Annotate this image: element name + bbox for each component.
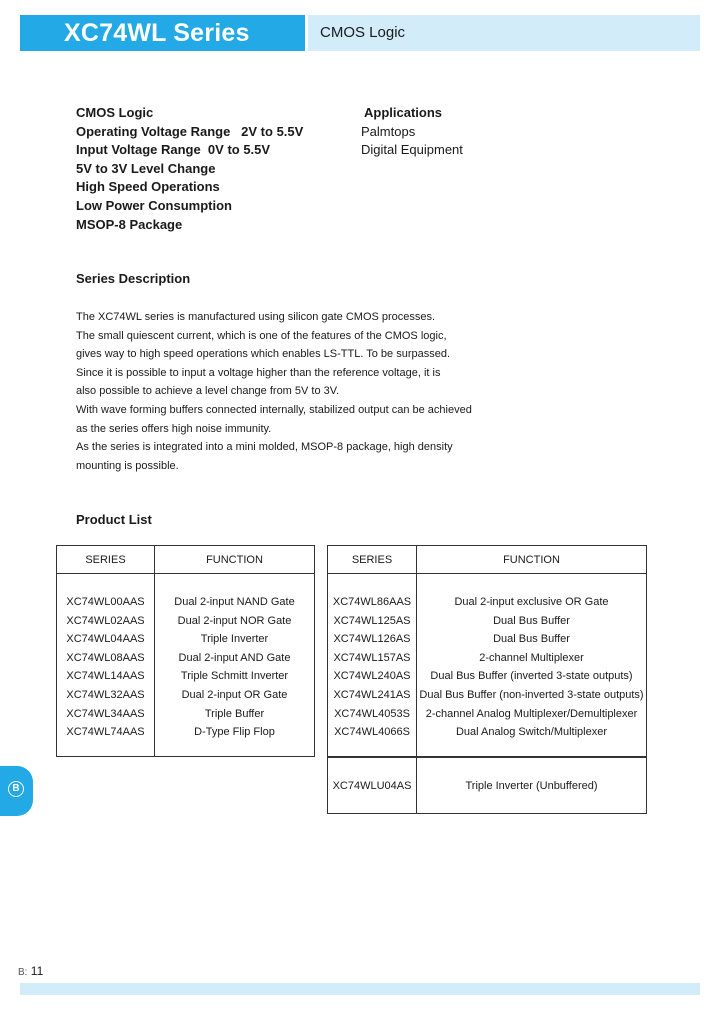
function-cell: Dual Analog Switch/Multiplexer <box>455 726 608 739</box>
feature-list <box>76 104 303 234</box>
feature-item: 5V to 3V Level Change <box>76 160 216 176</box>
series-cell: XC74WL34AAS <box>66 707 145 720</box>
description-line: gives way to high speed operations which enables LS-TTL. To be surpassed. <box>76 348 451 361</box>
function-cell: Dual 2-input AND Gate <box>178 651 291 664</box>
series-cell: XC74WL74AAS <box>66 726 145 739</box>
series-cell: XC74WL00AAS <box>66 596 145 608</box>
page-number-value: 11 <box>30 964 44 978</box>
function-header: FUNCTION <box>417 546 647 574</box>
series-cell: XC74WL86AAS <box>332 596 412 608</box>
description-line: as the series offers high noise immunity. <box>76 422 272 435</box>
function-cell: 2-channel Multiplexer <box>479 651 584 664</box>
function-cell: 2-channel Analog Multiplexer/Demultiplexer <box>425 707 638 720</box>
page-title: XC74WL Series <box>20 15 305 51</box>
function-cell: Dual 2-input OR Gate <box>181 688 288 701</box>
feature-item: Low Power Consumption <box>76 197 232 213</box>
function-column <box>417 574 647 757</box>
footer-bar <box>20 983 700 995</box>
series-cell: XC74WL14AAS <box>66 670 145 683</box>
series-cell: XC74WL02AAS <box>66 614 145 627</box>
series-cell: XC74WL4053S <box>334 707 410 720</box>
series-description-title: Series Description <box>76 271 191 286</box>
product-table-right <box>327 545 647 814</box>
function-header: FUNCTION <box>155 546 315 574</box>
description-line: also possible to achieve a level change from 5V to 3V. <box>76 385 340 398</box>
function-cell: Dual Bus Buffer <box>493 614 570 627</box>
page-subtitle: CMOS Logic <box>308 15 700 51</box>
function-cell: Triple Schmitt Inverter <box>180 670 289 683</box>
function-cell: Dual Bus Buffer (inverted 3-state outputs) <box>430 670 633 683</box>
series-column <box>328 574 417 757</box>
function-cell: Dual 2-input NAND Gate <box>174 596 295 608</box>
series-column <box>57 574 155 757</box>
description-line: Since it is possible to input a voltage higher than the reference voltage, it is <box>76 366 441 379</box>
function-cell: D-Type Flip Flop <box>194 726 275 739</box>
series-cell: XC74WL32AAS <box>66 688 145 701</box>
series-cell: XC74WL157AS <box>333 651 411 664</box>
description-line: As the series is integrated into a mini molded, MSOP-8 package, high density <box>76 441 453 454</box>
description-line: mounting is possible. <box>76 459 179 472</box>
section-tab-label: B <box>8 781 24 797</box>
series-cell: XC74WL126AS <box>333 633 411 646</box>
page-number: B: 11 <box>18 964 44 978</box>
function-cell: Dual 2-input exclusive OR Gate <box>454 596 609 608</box>
function-cell: Dual Bus Buffer (non-inverted 3-state outputs) <box>419 688 644 701</box>
series-cell: XC74WL04AAS <box>66 633 145 646</box>
series-description <box>76 308 472 475</box>
function-cell: Dual 2-input NOR Gate <box>177 614 292 627</box>
applications-list <box>361 104 463 160</box>
description-line: The small quiescent current, which is one of the features of the CMOS logic, <box>76 329 447 342</box>
feature-item: Input Voltage Range 0V to 5.5V <box>76 142 271 158</box>
series-cell: XC74WL4066S <box>334 726 410 739</box>
function-column <box>155 574 315 757</box>
feature-item: CMOS Logic <box>76 105 154 120</box>
feature-item: MSOP-8 Package <box>76 216 183 232</box>
feature-item: Operating Voltage Range 2V to 5.5V <box>76 123 304 139</box>
application-item: Palmtops <box>361 123 416 139</box>
function-cell: Dual Bus Buffer <box>493 633 570 646</box>
series-cell: XC74WL08AAS <box>66 651 145 664</box>
description-line: The XC74WL series is manufactured using silicon gate CMOS processes. <box>76 311 436 323</box>
series-cell: XC74WL125AS <box>333 614 411 627</box>
section-tab <box>0 766 33 816</box>
series-cell: XC74WLU04AS <box>328 758 417 814</box>
function-cell: Triple Inverter (Unbuffered) <box>417 758 647 814</box>
series-cell: XC74WL240AS <box>333 670 411 683</box>
series-cell: XC74WL241AS <box>333 688 411 701</box>
page-ref: B <box>18 967 25 978</box>
feature-item: High Speed Operations <box>76 179 220 195</box>
function-cell: Triple Buffer <box>204 707 265 720</box>
product-table-left <box>56 545 315 757</box>
application-item: Digital Equipment <box>361 142 463 158</box>
series-header: SERIES <box>57 546 155 574</box>
function-cell: Triple Inverter <box>200 633 269 646</box>
applications-title: Applications <box>364 105 443 120</box>
product-list-title: Product List <box>76 512 152 527</box>
description-line: With wave forming buffers connected internally, stabilized output can be achieved <box>76 403 472 416</box>
series-header: SERIES <box>328 546 417 574</box>
